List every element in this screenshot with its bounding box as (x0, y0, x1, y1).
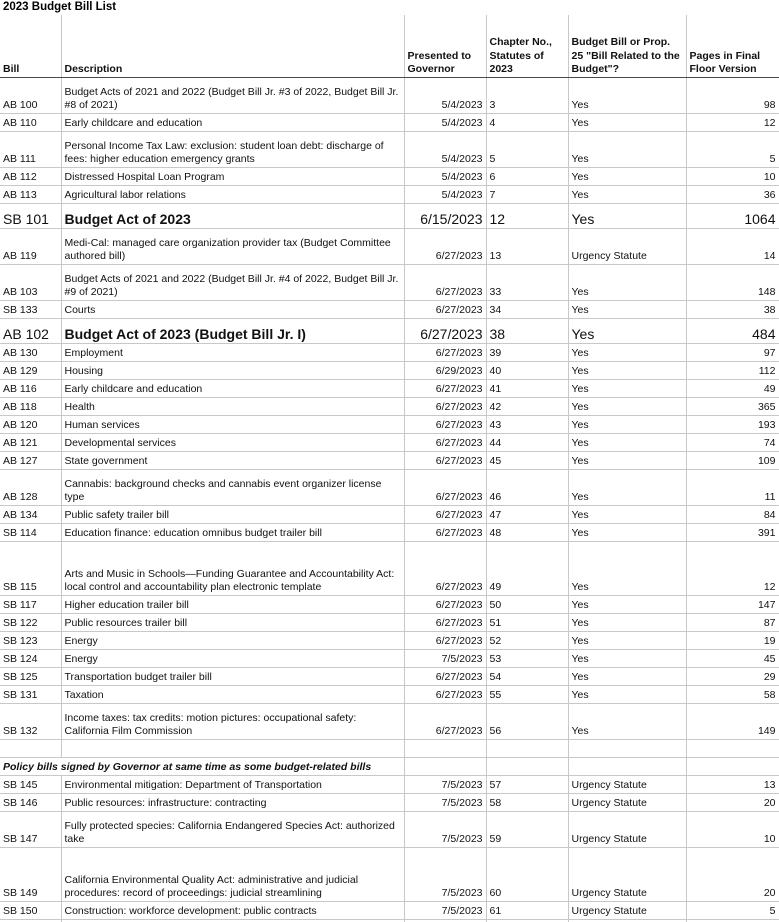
cell-description[interactable]: Health (61, 397, 404, 415)
cell-presented[interactable]: 6/27/2023 (404, 379, 486, 397)
cell-prop25[interactable]: Yes (568, 523, 686, 541)
cell-pages[interactable]: 112 (686, 361, 779, 379)
cell-bill[interactable]: SB 147 (0, 811, 61, 847)
cell-bill[interactable]: AB 111 (0, 131, 61, 167)
cell-bill[interactable]: SB 132 (0, 703, 61, 739)
cell-prop25[interactable]: Yes (568, 613, 686, 631)
cell-bill[interactable]: AB 110 (0, 113, 61, 131)
cell-pages[interactable]: 365 (686, 397, 779, 415)
cell-pages[interactable]: 58 (686, 685, 779, 703)
cell-chapter[interactable]: 39 (486, 343, 568, 361)
cell-description[interactable]: Early childcare and education (61, 379, 404, 397)
cell-presented[interactable]: 6/29/2023 (404, 361, 486, 379)
table-row[interactable] (0, 343, 779, 361)
cell-chapter[interactable]: 40 (486, 361, 568, 379)
cell-presented[interactable]: 5/4/2023 (404, 113, 486, 131)
cell-pages[interactable]: 13 (686, 775, 779, 793)
cell-pages[interactable]: 391 (686, 523, 779, 541)
cell-description[interactable]: Agricultural labor relations (61, 185, 404, 203)
cell-description[interactable]: Environmental mitigation: Department of Transportation (61, 775, 404, 793)
table-row[interactable] (0, 203, 779, 228)
cell-prop25[interactable]: Yes (568, 264, 686, 300)
cell-pages[interactable]: 148 (686, 264, 779, 300)
cell-chapter[interactable]: 4 (486, 113, 568, 131)
cell-chapter[interactable]: 52 (486, 631, 568, 649)
cell-bill[interactable] (0, 739, 61, 757)
cell-presented[interactable]: 6/27/2023 (404, 505, 486, 523)
cell-presented[interactable]: 7/5/2023 (404, 901, 486, 919)
cell-bill[interactable]: AB 120 (0, 415, 61, 433)
cell-description[interactable]: Developmental services (61, 433, 404, 451)
cell-description[interactable]: Income taxes: tax credits: motion pictures: occupational safety: California Film Commission (61, 703, 404, 739)
cell-bill[interactable]: AB 128 (0, 469, 61, 505)
column-header-description[interactable]: Description (61, 15, 404, 77)
cell-presented[interactable]: 5/4/2023 (404, 131, 486, 167)
cell-chapter[interactable]: 6 (486, 167, 568, 185)
cell-pages[interactable]: 193 (686, 415, 779, 433)
cell-prop25[interactable]: Yes (568, 415, 686, 433)
cell-chapter[interactable]: 59 (486, 811, 568, 847)
cell-chapter[interactable]: 47 (486, 505, 568, 523)
cell-chapter[interactable]: 53 (486, 649, 568, 667)
cell-pages[interactable]: 97 (686, 343, 779, 361)
cell-prop25[interactable]: Yes (568, 631, 686, 649)
cell-bill[interactable]: AB 119 (0, 228, 61, 264)
cell-description[interactable]: Higher education trailer bill (61, 595, 404, 613)
cell-chapter[interactable] (486, 757, 568, 775)
cell-prop25[interactable]: Yes (568, 595, 686, 613)
page-title: 2023 Budget Bill List (3, 1, 117, 13)
cell-description[interactable]: State government (61, 451, 404, 469)
cell-presented[interactable]: 6/27/2023 (404, 300, 486, 318)
cell-description[interactable]: Transportation budget trailer bill (61, 667, 404, 685)
cell-pages[interactable]: 38 (686, 300, 779, 318)
cell-prop25[interactable]: Yes (568, 469, 686, 505)
cell-presented[interactable]: 6/27/2023 (404, 451, 486, 469)
section-label: Policy bills signed by Governor at same time as some budget-related bills (0, 757, 404, 775)
table-row[interactable] (0, 131, 779, 167)
table-row[interactable] (0, 433, 779, 451)
cell-presented[interactable]: 6/27/2023 (404, 595, 486, 613)
cell-pages[interactable]: 10 (686, 811, 779, 847)
cell-description[interactable]: Taxation (61, 685, 404, 703)
cell-presented[interactable]: 7/5/2023 (404, 775, 486, 793)
cell-chapter[interactable]: 42 (486, 397, 568, 415)
table-row[interactable] (0, 703, 779, 739)
cell-description[interactable] (61, 739, 404, 757)
cell-chapter[interactable]: 38 (486, 318, 568, 343)
cell-chapter[interactable]: 55 (486, 685, 568, 703)
cell-presented[interactable]: 6/27/2023 (404, 397, 486, 415)
table-row[interactable] (0, 264, 779, 300)
cell-pages[interactable]: 19 (686, 631, 779, 649)
cell-description[interactable]: Education finance: education omnibus budget trailer bill (61, 523, 404, 541)
cell-pages[interactable]: 74 (686, 433, 779, 451)
cell-prop25[interactable]: Yes (568, 185, 686, 203)
cell-description[interactable]: Public resources trailer bill (61, 613, 404, 631)
cell-bill[interactable]: AB 113 (0, 185, 61, 203)
table-row[interactable] (0, 631, 779, 649)
table-row[interactable] (0, 505, 779, 523)
table-row[interactable] (0, 113, 779, 131)
cell-prop25[interactable]: Yes (568, 203, 686, 228)
table-row[interactable] (0, 451, 779, 469)
cell-presented[interactable]: 6/27/2023 (404, 433, 486, 451)
cell-chapter[interactable]: 61 (486, 901, 568, 919)
cell-prop25[interactable]: Urgency Statute (568, 901, 686, 919)
table-row[interactable] (0, 167, 779, 185)
cell-description[interactable]: Public resources: infrastructure: contracting (61, 793, 404, 811)
cell-prop25[interactable]: Yes (568, 361, 686, 379)
table-row[interactable] (0, 77, 779, 113)
cell-pages[interactable] (686, 757, 779, 775)
cell-bill[interactable]: SB 150 (0, 901, 61, 919)
cell-bill[interactable]: AB 134 (0, 505, 61, 523)
cell-pages[interactable] (686, 739, 779, 757)
table-header-row (0, 15, 779, 77)
cell-prop25[interactable]: Yes (568, 685, 686, 703)
cell-prop25[interactable]: Yes (568, 703, 686, 739)
cell-prop25[interactable]: Urgency Statute (568, 793, 686, 811)
cell-prop25[interactable]: Yes (568, 397, 686, 415)
table-row[interactable] (0, 793, 779, 811)
cell-prop25[interactable]: Urgency Statute (568, 775, 686, 793)
cell-presented[interactable]: 7/5/2023 (404, 847, 486, 901)
cell-description[interactable]: Budget Acts of 2021 and 2022 (Budget Bill Jr. #3 of 2022, Budget Bill Jr. #8 of 2021) (61, 77, 404, 113)
cell-pages[interactable]: 29 (686, 667, 779, 685)
table-row[interactable] (0, 300, 779, 318)
cell-description[interactable]: Construction: workforce development: public contracts (61, 901, 404, 919)
column-header-prop25[interactable]: Budget Bill or Prop. 25 "Bill Related to the Budget"? (568, 15, 686, 77)
cell-pages[interactable]: 49 (686, 379, 779, 397)
cell-chapter[interactable]: 56 (486, 703, 568, 739)
cell-chapter[interactable]: 57 (486, 775, 568, 793)
column-header-chapter-no[interactable]: Chapter No., Statutes of 2023 (486, 15, 568, 77)
cell-bill[interactable]: SB 146 (0, 793, 61, 811)
cell-bill[interactable]: SB 131 (0, 685, 61, 703)
cell-description[interactable]: Energy (61, 631, 404, 649)
cell-prop25[interactable] (568, 739, 686, 757)
table-row[interactable] (0, 613, 779, 631)
cell-prop25[interactable] (568, 757, 686, 775)
cell-presented[interactable]: 6/27/2023 (404, 415, 486, 433)
cell-prop25[interactable]: Urgency Statute (568, 811, 686, 847)
cell-bill[interactable]: SB 123 (0, 631, 61, 649)
table-row[interactable] (0, 757, 779, 775)
cell-prop25[interactable]: Yes (568, 113, 686, 131)
table-row[interactable] (0, 397, 779, 415)
cell-chapter[interactable]: 13 (486, 228, 568, 264)
cell-prop25[interactable]: Yes (568, 343, 686, 361)
cell-pages[interactable]: 484 (686, 318, 779, 343)
cell-bill[interactable]: AB 116 (0, 379, 61, 397)
cell-presented[interactable] (404, 739, 486, 757)
table-row[interactable] (0, 469, 779, 505)
cell-chapter[interactable]: 3 (486, 77, 568, 113)
cell-presented[interactable]: 6/27/2023 (404, 343, 486, 361)
cell-prop25[interactable]: Yes (568, 167, 686, 185)
cell-presented[interactable]: 7/5/2023 (404, 793, 486, 811)
cell-pages[interactable]: 12 (686, 113, 779, 131)
cell-chapter[interactable]: 51 (486, 613, 568, 631)
cell-chapter[interactable]: 49 (486, 541, 568, 595)
cell-prop25[interactable]: Yes (568, 541, 686, 595)
cell-bill[interactable]: SB 101 (0, 203, 61, 228)
cell-chapter[interactable]: 12 (486, 203, 568, 228)
cell-presented[interactable]: 6/27/2023 (404, 541, 486, 595)
cell-prop25[interactable]: Yes (568, 451, 686, 469)
cell-chapter[interactable]: 7 (486, 185, 568, 203)
cell-description[interactable]: California Environmental Quality Act: administrative and judicial procedures: record of proceedings: judicial streamlining (61, 847, 404, 901)
cell-description[interactable]: Cannabis: background checks and cannabis event organizer license type (61, 469, 404, 505)
cell-bill[interactable]: SB 149 (0, 847, 61, 901)
cell-presented[interactable]: 6/27/2023 (404, 264, 486, 300)
cell-prop25[interactable]: Urgency Statute (568, 228, 686, 264)
table-row[interactable] (0, 649, 779, 667)
cell-bill[interactable]: SB 133 (0, 300, 61, 318)
cell-chapter[interactable]: 43 (486, 415, 568, 433)
cell-prop25[interactable]: Yes (568, 131, 686, 167)
cell-description[interactable]: Medi-Cal: managed care organization provider tax (Budget Committee authored bill) (61, 228, 404, 264)
cell-bill[interactable]: SB 124 (0, 649, 61, 667)
cell-bill[interactable]: AB 103 (0, 264, 61, 300)
cell-pages[interactable]: 149 (686, 703, 779, 739)
cell-pages[interactable]: 11 (686, 469, 779, 505)
cell-pages[interactable]: 1064 (686, 203, 779, 228)
cell-pages[interactable]: 98 (686, 77, 779, 113)
cell-presented[interactable]: 5/4/2023 (404, 77, 486, 113)
cell-description[interactable]: Public safety trailer bill (61, 505, 404, 523)
cell-pages[interactable]: 109 (686, 451, 779, 469)
cell-description[interactable]: Courts (61, 300, 404, 318)
cell-bill[interactable]: SB 117 (0, 595, 61, 613)
cell-prop25[interactable]: Yes (568, 667, 686, 685)
cell-description[interactable]: Energy (61, 649, 404, 667)
cell-description[interactable]: Budget Acts of 2021 and 2022 (Budget Bill Jr. #4 of 2022, Budget Bill Jr. #9 of 2021) (61, 264, 404, 300)
cell-description[interactable]: Early childcare and education (61, 113, 404, 131)
cell-presented[interactable]: 6/15/2023 (404, 203, 486, 228)
cell-pages[interactable]: 20 (686, 847, 779, 901)
cell-presented[interactable]: 6/27/2023 (404, 685, 486, 703)
cell-bill[interactable]: AB 129 (0, 361, 61, 379)
column-header-bill[interactable]: Bill (0, 15, 61, 77)
cell-presented[interactable]: 6/27/2023 (404, 667, 486, 685)
cell-chapter[interactable]: 33 (486, 264, 568, 300)
cell-description[interactable]: Budget Act of 2023 (61, 203, 404, 228)
cell-pages[interactable]: 12 (686, 541, 779, 595)
cell-chapter[interactable]: 58 (486, 793, 568, 811)
cell-bill[interactable]: AB 121 (0, 433, 61, 451)
cell-pages[interactable]: 10 (686, 167, 779, 185)
cell-pages[interactable]: 5 (686, 901, 779, 919)
table-row[interactable] (0, 318, 779, 343)
cell-presented[interactable]: 6/27/2023 (404, 523, 486, 541)
cell-description[interactable]: Human services (61, 415, 404, 433)
cell-description[interactable]: Housing (61, 361, 404, 379)
table-row[interactable] (0, 901, 779, 919)
table-row[interactable] (0, 415, 779, 433)
cell-presented[interactable]: 7/5/2023 (404, 811, 486, 847)
cell-description[interactable]: Distressed Hospital Loan Program (61, 167, 404, 185)
cell-presented[interactable] (404, 757, 486, 775)
cell-description[interactable]: Fully protected species: California Endangered Species Act: authorized take (61, 811, 404, 847)
cell-bill[interactable]: AB 112 (0, 167, 61, 185)
table-row[interactable] (0, 379, 779, 397)
cell-chapter[interactable]: 50 (486, 595, 568, 613)
cell-pages[interactable]: 147 (686, 595, 779, 613)
cell-prop25[interactable]: Yes (568, 505, 686, 523)
cell-bill[interactable]: AB 118 (0, 397, 61, 415)
cell-pages[interactable]: 14 (686, 228, 779, 264)
cell-chapter[interactable]: 48 (486, 523, 568, 541)
cell-presented[interactable]: 7/5/2023 (404, 649, 486, 667)
cell-chapter[interactable]: 5 (486, 131, 568, 167)
cell-chapter[interactable]: 41 (486, 379, 568, 397)
cell-chapter[interactable]: 44 (486, 433, 568, 451)
cell-prop25[interactable]: Yes (568, 77, 686, 113)
table-row[interactable] (0, 361, 779, 379)
cell-pages[interactable]: 84 (686, 505, 779, 523)
cell-chapter[interactable]: 54 (486, 667, 568, 685)
cell-chapter[interactable]: 46 (486, 469, 568, 505)
cell-description[interactable]: Arts and Music in Schools—Funding Guarantee and Accountability Act: local control and accountability plan electronic template (61, 541, 404, 595)
cell-bill[interactable]: AB 127 (0, 451, 61, 469)
cell-presented[interactable]: 6/27/2023 (404, 613, 486, 631)
cell-prop25[interactable]: Yes (568, 300, 686, 318)
cell-bill[interactable]: AB 130 (0, 343, 61, 361)
table-row[interactable] (0, 775, 779, 793)
cell-presented[interactable]: 6/27/2023 (404, 631, 486, 649)
cell-pages[interactable]: 20 (686, 793, 779, 811)
cell-presented[interactable]: 5/4/2023 (404, 185, 486, 203)
cell-presented[interactable]: 5/4/2023 (404, 167, 486, 185)
cell-pages[interactable]: 87 (686, 613, 779, 631)
table-row[interactable] (0, 523, 779, 541)
cell-bill[interactable]: SB 115 (0, 541, 61, 595)
cell-presented[interactable]: 6/27/2023 (404, 469, 486, 505)
cell-pages[interactable]: 36 (686, 185, 779, 203)
cell-pages[interactable]: 5 (686, 131, 779, 167)
cell-chapter[interactable] (486, 739, 568, 757)
table-body (0, 77, 779, 922)
cell-description[interactable]: Budget Act of 2023 (Budget Bill Jr. I) (61, 318, 404, 343)
table-row[interactable] (0, 228, 779, 264)
cell-presented[interactable]: 6/27/2023 (404, 228, 486, 264)
table-row[interactable] (0, 811, 779, 847)
cell-bill[interactable]: SB 114 (0, 523, 61, 541)
cell-pages[interactable]: 45 (686, 649, 779, 667)
cell-chapter[interactable]: 34 (486, 300, 568, 318)
cell-presented[interactable]: 6/27/2023 (404, 318, 486, 343)
cell-presented[interactable]: 6/27/2023 (404, 703, 486, 739)
table-row[interactable] (0, 667, 779, 685)
cell-bill[interactable]: SB 145 (0, 775, 61, 793)
table-row[interactable] (0, 185, 779, 203)
budget-bill-table (0, 15, 779, 922)
table-row[interactable] (0, 685, 779, 703)
table-row[interactable] (0, 739, 779, 757)
table-row[interactable] (0, 595, 779, 613)
cell-bill[interactable]: AB 102 (0, 318, 61, 343)
column-header-pages[interactable]: Pages in Final Floor Version (686, 15, 779, 77)
cell-chapter[interactable]: 45 (486, 451, 568, 469)
table-row[interactable] (0, 847, 779, 901)
cell-prop25[interactable]: Yes (568, 433, 686, 451)
cell-prop25[interactable]: Urgency Statute (568, 847, 686, 901)
cell-bill[interactable]: SB 125 (0, 667, 61, 685)
table-header (0, 15, 779, 77)
table-row[interactable] (0, 541, 779, 595)
cell-prop25[interactable]: Yes (568, 318, 686, 343)
cell-description[interactable]: Employment (61, 343, 404, 361)
column-header-presented-to-governor[interactable]: Presented to Governor (404, 15, 486, 77)
cell-chapter[interactable]: 60 (486, 847, 568, 901)
cell-prop25[interactable]: Yes (568, 379, 686, 397)
cell-bill[interactable]: SB 122 (0, 613, 61, 631)
cell-bill[interactable]: AB 100 (0, 77, 61, 113)
cell-description[interactable]: Personal Income Tax Law: exclusion: student loan debt: discharge of fees: higher education emergency grants (61, 131, 404, 167)
cell-prop25[interactable]: Yes (568, 649, 686, 667)
